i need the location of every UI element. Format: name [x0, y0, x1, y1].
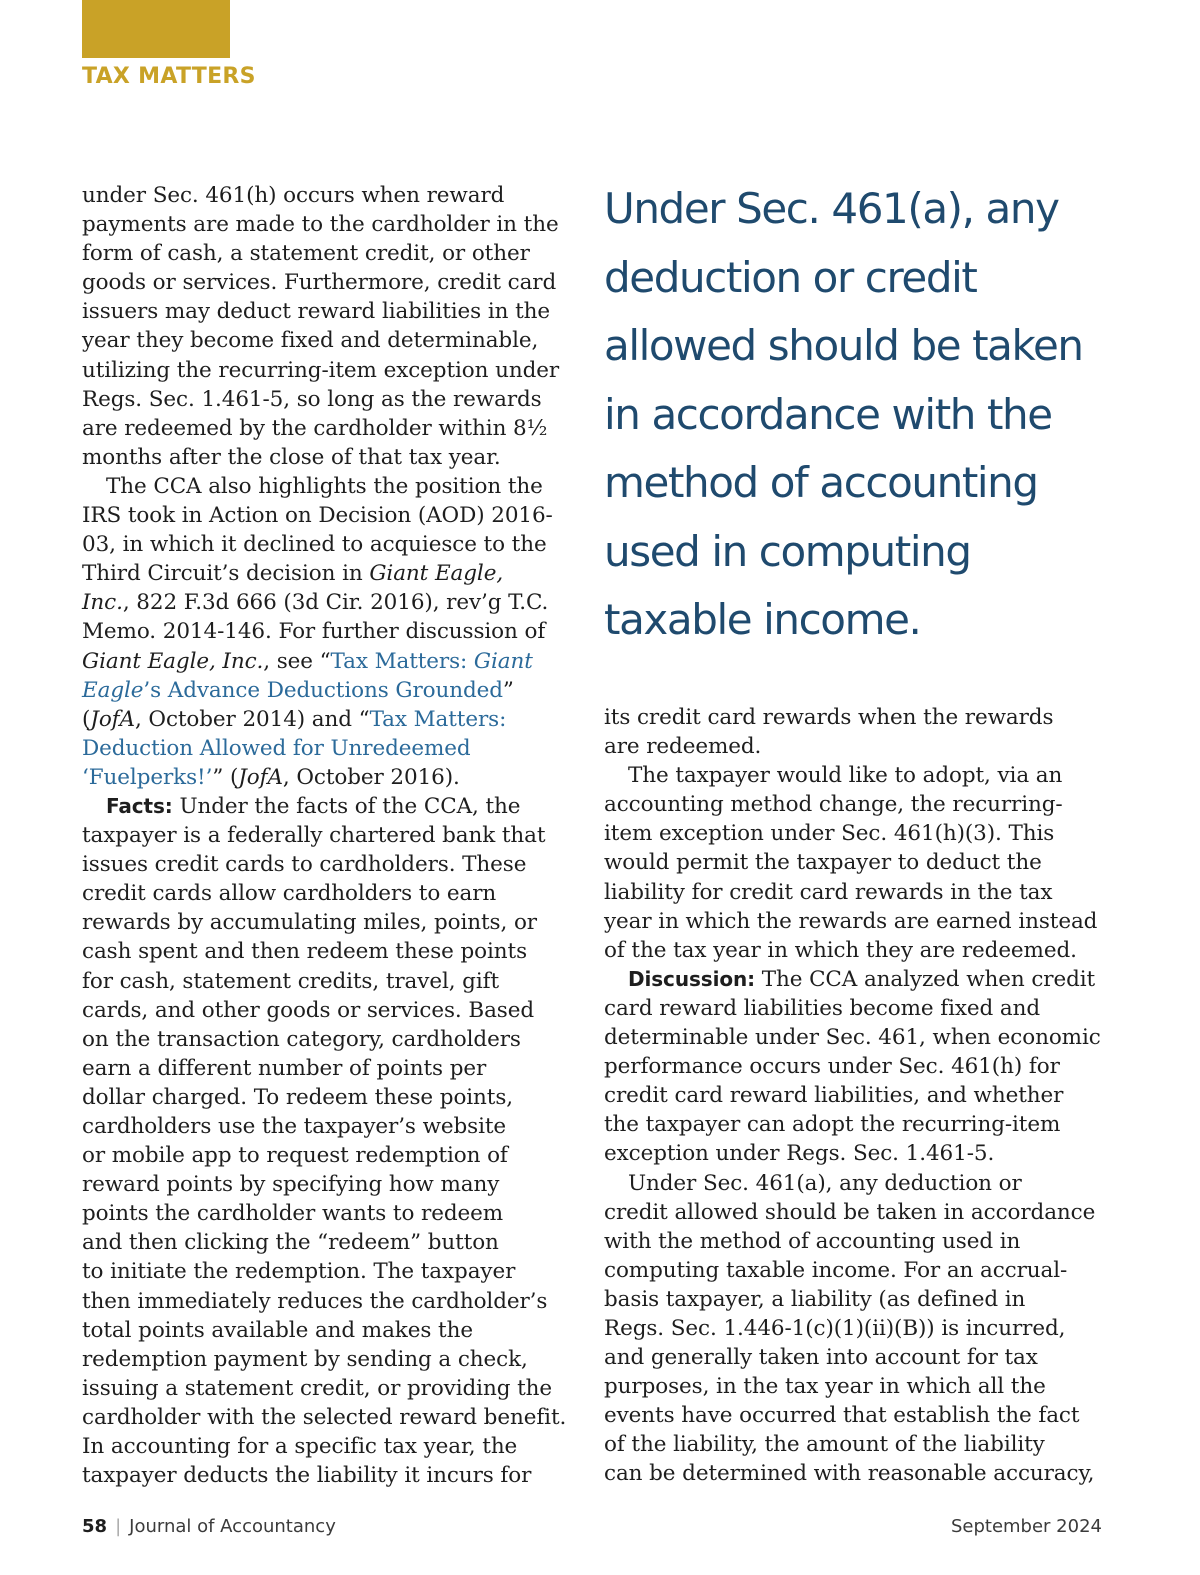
discussion-text: The CCA analyzed when credit card reward liabilities become fixed and determinable under Sec. 461, when economic performance occurs under Sec. 461(h) for credit card reward liabilities, and whether the taxpayer can adopt the recurring-item exception under Regs. Sec. 1.461-5.	[604, 966, 1101, 1167]
facts-heading: Facts:	[106, 793, 173, 818]
page-number: 58	[82, 1516, 108, 1537]
issue-date: September 2024	[950, 1516, 1102, 1537]
publication-name: Journal of Accountancy	[129, 1516, 336, 1537]
discussion-heading: Discussion:	[628, 966, 755, 991]
facts-text: Under the facts of the CCA, the taxpayer is a federally chartered bank that issues credit cards to cardholders. These credit cards allow cardholders to earn rewards by accumulating miles, points, or cash spent and then redeem these points for cash, statement credits, travel, gift cards, and other goods or services. Based on the transaction category, cardholders earn a different number of points per dollar charged. To redeem these points, cardholders use the taxpayer’s website or mobile app to request redemption of reward points by specifying how many points the cardholder wants to redeem and then clicking the “redeem” button to initiate the redemption. The taxpayer then immediately reduces the cardholder’s total points available and makes the redemption payment by sending a check, issuing a statement credit, or providing the cardholder with the selected reward benefit. In accounting for a specific tax year, the taxpayer deducts the liability it incurs for	[82, 793, 567, 1489]
section-color-bar	[82, 0, 230, 58]
right-paragraph-1: its credit card rewards when the rewards are redeemed.	[604, 705, 1054, 760]
text-span: , see “	[263, 648, 331, 674]
footer-separator: |	[115, 1516, 122, 1537]
text-span: , October 2014) and “	[134, 706, 370, 732]
left-paragraph-1: under Sec. 461(h) occurs when reward payments are made to the cardholder in the form of cash, a statement credit, or other goods or services. Furthermore, credit card issuers may deduct reward liabilities in the year they become fixed and determinable, utilizing the recurring-item exception under Regs. Sec. 1.461-5, so long as the rewards are redeemed by the cardholder within 8½ months after the close of that tax year.	[82, 183, 560, 470]
right-paragraph-4: Under Sec. 461(a), any deduction or credit allowed should be taken in accordance with the method of accounting used in computing taxable income. For an accrual- basis taxpayer, a liability (as defined in Regs. Sec. 1.446-1(c)(1)(ii)(B)) is incurred, and generally taken into account for tax purposes, in the tax year in which all the events have occurred that establish the fact of the liability, the amount of the liability can be determined with reasonable accuracy,	[604, 1170, 1096, 1487]
left-column	[82, 181, 587, 1490]
pull-quote: Under Sec. 461(a), any deduction or credit allowed should be taken in accordance with the method of accounting used in computing taxable income.	[604, 184, 1083, 644]
text-span: ” (	[212, 764, 239, 790]
text-span: ” (	[82, 677, 514, 732]
page-footer	[82, 1516, 1102, 1544]
journal-abbrev: JofA	[90, 706, 135, 732]
link-text-italic[interactable]: Giant Eagle	[82, 648, 533, 703]
case-name: Giant Eagle, Inc.	[82, 648, 264, 674]
link-text[interactable]: ’s Advance Deductions Grounded	[143, 677, 503, 703]
right-paragraph-2: The taxpayer would like to adopt, via an accounting method change, the recurring- item exception under Sec. 461(h)(3). This would permit the taxpayer to deduct the liability for credit card rewards in the tax year in which the rewards are earned instead of the tax year in which they are redeemed.	[604, 763, 1098, 963]
link-fuelperks-article[interactable]: Tax Matters: Deduction Allowed for Unredeemed ‘Fuelperks!’	[82, 706, 507, 790]
link-text[interactable]: Tax Matters:	[330, 648, 474, 674]
section-label: TAX MATTERS	[82, 64, 256, 89]
right-column	[604, 703, 1116, 1489]
facts-paragraph	[82, 792, 587, 1490]
text-span: The CCA also highlights the position the IRS took in Action on Decision (AOD) 2016- 03, in which it declined to acquiesce to the Third Circuit’s decision in	[82, 473, 553, 587]
case-name: Giant Eagle, Inc.	[82, 561, 504, 616]
left-paragraph-2	[82, 472, 587, 792]
text-span: , 822 F.3d 666 (3d Cir. 2016), rev’g T.C. Memo. 2014-146. For further discussion of	[82, 590, 549, 645]
journal-abbrev: JofA	[238, 764, 283, 790]
text-span: , October 2016).	[282, 764, 460, 790]
discussion-paragraph	[604, 965, 1116, 1169]
